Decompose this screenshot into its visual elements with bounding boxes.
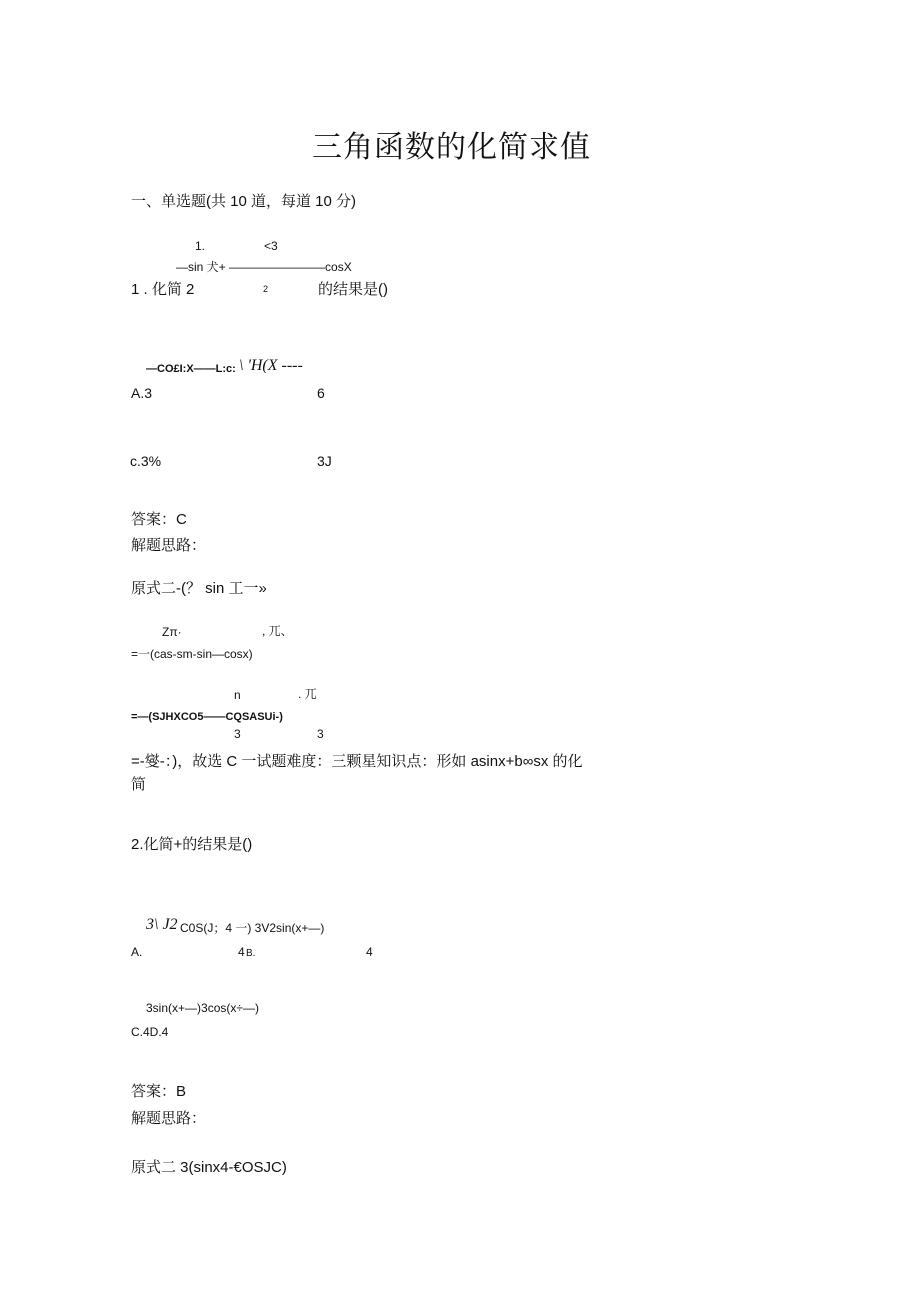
q2-answer: 答案：B: [131, 1083, 187, 1100]
q1-fraction-top-right: <3: [264, 239, 278, 253]
q1-step3-top-right: . 兀: [298, 687, 317, 701]
q1-option-d: 3J: [317, 453, 332, 469]
q2-options-row1: C0S(J；4 一) 3V2sin(x+—): [180, 921, 325, 935]
q1-solution-step4-wrap: 简: [131, 776, 147, 793]
q2-option-a: A.: [131, 945, 143, 959]
q1-step2-top-right: , 兀、: [262, 624, 293, 638]
q2-option-a-value: 4: [238, 945, 245, 959]
q1-option-a: A.3: [131, 385, 153, 401]
q1-solution-step2: =一(cas-sm-sin—cosx): [131, 647, 253, 661]
q1-option-c: c.3%: [130, 453, 162, 469]
q1-solution-step4: =-燮-：)，故选 C 一试题难度：三颗星知识点：形如 asinx+b∞sx 的化: [131, 753, 583, 770]
q1-answer: 答案：C: [131, 511, 187, 528]
q2-options-row2: 3sin(x+—)3cos(x÷—): [146, 1001, 259, 1015]
section-heading: 一、单选题(共 10 道，每道 10 分): [131, 193, 357, 210]
q2-options-row1-italic: 3\ J2: [146, 916, 178, 933]
q1-solution-step3: =—(SJHXCO5——CQSASUi-): [131, 711, 283, 723]
q1-step3-bottom-left: 3: [234, 727, 241, 741]
q1-options-row1-formula: —CO£I:X——L:c:: [146, 363, 236, 375]
q1-options-row1-italic: \ 'H(X ----: [239, 357, 303, 374]
q1-step2-top-left: Zπ·: [162, 625, 182, 639]
q2-options-cd: C.4D.4: [131, 1025, 169, 1039]
q1-fraction-top-left: 1.: [195, 239, 206, 253]
q2-solution-step1: 原式二 3(sinx4-€OSJC): [131, 1159, 287, 1176]
q1-superscript: 2: [263, 284, 269, 294]
q1-step3-top-left: n: [234, 688, 241, 702]
q1-hint-label: 解题思路：: [131, 537, 207, 554]
q1-step3-bottom-right: 3: [317, 727, 324, 741]
q1-stem: 1 . 化简 2: [131, 281, 195, 298]
q1-solution-step1: 原式二-(？ sin 工一»: [131, 580, 267, 597]
q1-option-b: 6: [317, 385, 325, 401]
q1-stem-end: 的结果是(): [318, 281, 388, 298]
q1-fraction-middle: —sin 犬+ ————————cosX: [176, 260, 352, 274]
q2-hint-label: 解题思路：: [131, 1110, 207, 1127]
q2-option-b-label: B.: [246, 948, 256, 959]
q2-option-b-value: 4: [366, 945, 373, 959]
q2-stem: 2.化简+的结果是(): [131, 836, 253, 853]
page-title: 三角函数的化简求值: [312, 130, 591, 165]
